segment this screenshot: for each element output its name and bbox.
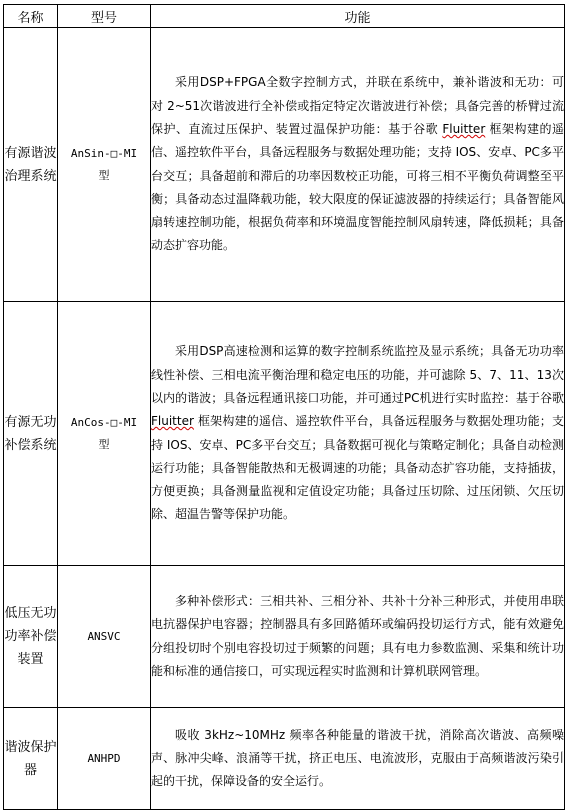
model-code: ANHPD <box>87 751 121 765</box>
table-row <box>4 708 565 810</box>
function-text: 吸收 3kHz~10MHz 频率各种能量的谐波干扰，消除高次谐波、高频噪声、脉冲尖峰、浪涌等干扰，挤正电压、电流波形，克服由于高频谐波污染引起的干扰，保障设备的安全运行。 <box>151 727 564 789</box>
function-text-cont: 框架构建的遥信、遥控软件平台，具备远程服务与数据处理功能；支持 IOS、安卓、PC多平台交互；具备超前和滞后的功率因数校正功能，可将三相不平衡负荷调整至平衡；具备动态过温降载功能，较大限度的保证滤波器的持续运行；具备智能风扇转速控制功能，根据负荷率和环境温度智能控制风扇转速，降低损耗；具备动态扩容功能。 <box>151 121 564 253</box>
header-function: 功能 <box>151 5 565 28</box>
table-row <box>4 566 565 708</box>
product-name: 低压无功功率补偿装置 <box>4 566 58 708</box>
table-row <box>4 302 565 566</box>
function-text: 采用DSP高速检测和运算的数字控制系统监控及显示系统；具备无功功率线性补偿、三相电流平衡治理和稳定电压的功能，并可滤除 5、7、11、13次以内的谐波；具备远程通讯接口功能，并可通过PC机进行实时监控：基于谷歌 <box>151 344 564 405</box>
model-suffix: 型 <box>98 437 110 451</box>
misspelled-word: Fluitter <box>442 121 486 136</box>
function-text: 多种补偿形式：三相共补、三相分补、共补十分补三种形式，并使用串联电抗器保护电容器；控制器具有多回路循环或编码投切运行方式，能有效避免分组投切时个别电容投切过于频繁的问题；具有电力参数监测、采集和统计功能和标准的通信接口，可实现远程实时监测和计算机联网管理。 <box>151 593 564 678</box>
product-function <box>151 28 565 302</box>
model-code: ANSVC <box>87 629 121 643</box>
table-header-row <box>4 5 565 28</box>
function-text-cont: 框架构建的遥信、遥控软件平台，具备远程服务与数据处理功能；支持 IOS、安卓、PC多平台交互；具备数据可视化与策略定制化；具备自动检测运行功能；具备智能散热和无极调速的功能；具备动态扩容功能，支持插拔，方便更换；具备测量监视和定值设定功能；具备过压切除、过压闭锁、欠压切除、超温告警等保护功能。 <box>151 414 564 522</box>
function-text: 采用DSP+FPGA全数字控制方式，并联在系统中，兼补谐波和无功：可对 2~51次谐波进行全补偿或指定特定次谐波进行补偿；具备完善的桥臂过流保护、直流过压保护、装置过温保护功能：基于谷歌 <box>151 75 564 136</box>
model-suffix: 型 <box>98 168 110 182</box>
misspelled-word: Fluitter <box>151 414 194 429</box>
product-model <box>58 708 151 810</box>
product-name: 有源谐波治理系统 <box>4 28 58 302</box>
header-name: 名称 <box>4 5 58 28</box>
product-name: 有源无功补偿系统 <box>4 302 58 566</box>
product-model <box>58 28 151 302</box>
table-row <box>4 28 565 302</box>
product-model <box>58 566 151 708</box>
product-function <box>151 302 565 566</box>
product-function <box>151 566 565 708</box>
model-code: AnCos-□-MI <box>70 415 138 429</box>
model-code: AnSin-□-MI <box>70 146 138 160</box>
product-name: 谐波保护器 <box>4 708 58 810</box>
product-model <box>58 302 151 566</box>
product-function <box>151 708 565 810</box>
product-spec-table <box>3 4 565 810</box>
header-model: 型号 <box>58 5 151 28</box>
